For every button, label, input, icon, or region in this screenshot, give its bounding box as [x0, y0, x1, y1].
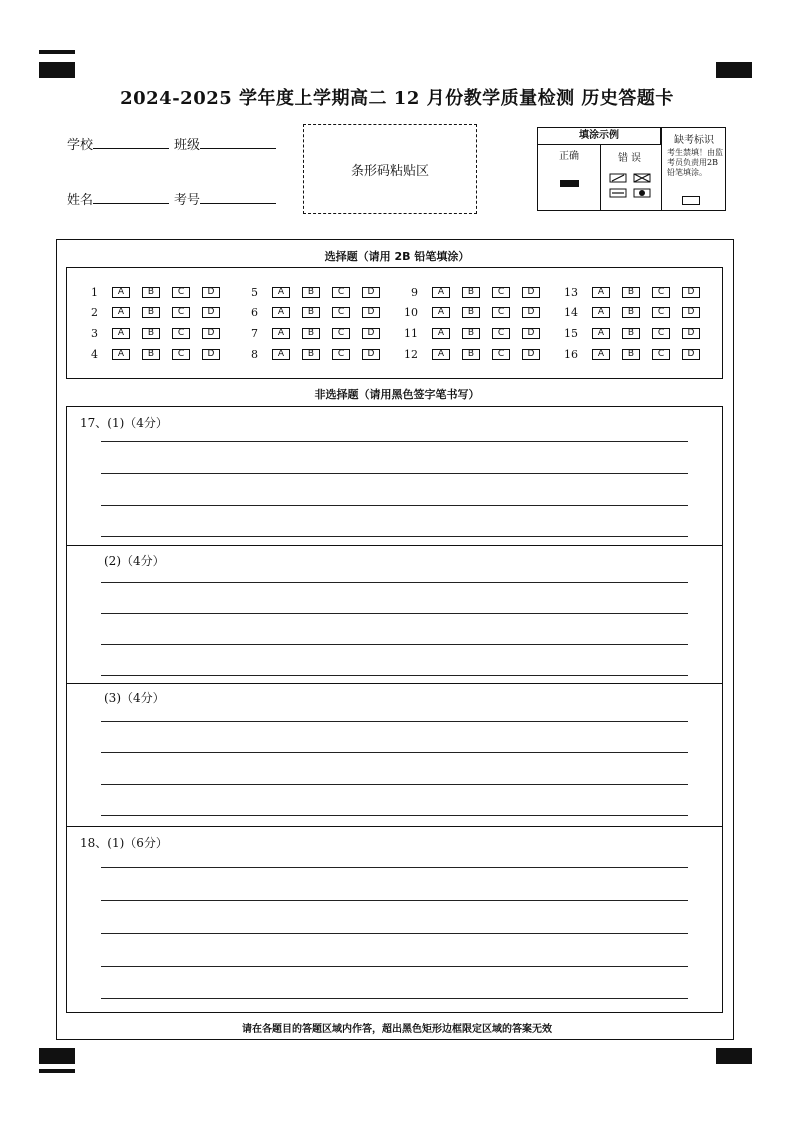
mcq-option-bubble[interactable]: A [592, 307, 610, 318]
mcq-option-bubble[interactable]: B [142, 349, 160, 360]
mcq-option-bubble[interactable]: A [592, 328, 610, 339]
mcq-option-bubble[interactable]: A [112, 307, 130, 318]
answer-line[interactable] [101, 721, 688, 722]
mcq-option-bubble[interactable]: D [202, 287, 220, 298]
mcq-option-bubble[interactable]: B [622, 307, 640, 318]
fill-legend [537, 127, 726, 211]
class-field[interactable] [200, 148, 276, 149]
mcq-option-bubble[interactable]: A [432, 349, 450, 360]
barcode-label: 条形码粘贴区 [350, 163, 429, 179]
mcq-option-bubble[interactable]: D [362, 287, 380, 298]
absent-title: 缺考标识 [674, 135, 714, 146]
mcq-option-bubble[interactable]: B [462, 328, 480, 339]
answer-line[interactable] [101, 933, 688, 934]
mcq-option-bubble[interactable]: A [272, 287, 290, 298]
mcq-option-bubble[interactable]: B [142, 287, 160, 298]
mcq-option-bubble[interactable]: D [522, 349, 540, 360]
mcq-option-bubble[interactable]: B [462, 307, 480, 318]
mcq-question-number: 12 [404, 348, 418, 361]
mcq-option-bubble[interactable]: D [202, 328, 220, 339]
mcq-option-bubble[interactable]: D [682, 328, 700, 339]
mcq-option-bubble[interactable]: B [142, 307, 160, 318]
mcq-option-bubble[interactable]: A [432, 287, 450, 298]
mcq-option-bubble[interactable]: D [362, 328, 380, 339]
mcq-option-bubble[interactable]: D [682, 307, 700, 318]
class-label: 班级 [174, 138, 201, 153]
school-label: 学校 [67, 138, 94, 153]
mcq-option-bubble[interactable]: A [272, 349, 290, 360]
mcq-option-bubble[interactable]: C [652, 328, 670, 339]
mcq-option-bubble[interactable]: D [362, 307, 380, 318]
mcq-option-bubble[interactable]: B [622, 349, 640, 360]
name-label: 姓名 [67, 193, 94, 208]
mcq-option-bubble[interactable]: C [652, 349, 670, 360]
question-18-1-box [66, 826, 723, 1013]
legend-wrong-samples [608, 172, 654, 202]
mcq-option-bubble[interactable]: D [202, 349, 220, 360]
mcq-question-number: 13 [564, 286, 578, 299]
answer-line[interactable] [101, 441, 688, 442]
mcq-option-bubble[interactable]: C [172, 328, 190, 339]
mcq-option-bubble[interactable]: C [172, 287, 190, 298]
mcq-option-bubble[interactable]: B [622, 287, 640, 298]
registration-mark-bottom-left [39, 1069, 75, 1073]
mcq-option-bubble[interactable]: A [112, 349, 130, 360]
mcq-question-number: 14 [564, 306, 578, 319]
exam-no-field[interactable] [200, 203, 276, 204]
mcq-heading: 选择题（请用 2B 铅笔填涂） [324, 250, 470, 263]
answer-line[interactable] [101, 644, 688, 645]
mcq-question-number: 5 [251, 286, 258, 299]
legend-correct-label: 正确 [559, 151, 579, 162]
answer-line[interactable] [101, 536, 688, 537]
registration-mark-top-right [716, 62, 752, 78]
registration-mark-top-left [39, 50, 75, 54]
mcq-option-bubble[interactable]: C [172, 349, 190, 360]
mcq-option-bubble[interactable]: D [522, 287, 540, 298]
mcq-option-bubble[interactable]: C [332, 328, 350, 339]
answer-line[interactable] [101, 675, 688, 676]
written-heading: 非选择题（请用黑色签字笔书写） [314, 388, 480, 401]
mcq-question-number: 10 [404, 306, 418, 319]
page-title: 2024-2025 学年度上学期高二 12 月份教学质量检测 历史答题卡 [120, 88, 674, 109]
answer-line[interactable] [101, 815, 688, 816]
answer-line[interactable] [101, 505, 688, 506]
mcq-option-bubble[interactable]: D [682, 349, 700, 360]
mcq-option-bubble[interactable]: C [492, 349, 510, 360]
mcq-question-number: 16 [564, 348, 578, 361]
mcq-option-bubble[interactable]: A [592, 287, 610, 298]
name-field[interactable] [93, 203, 169, 204]
answer-line[interactable] [101, 867, 688, 868]
mcq-option-bubble[interactable]: A [432, 307, 450, 318]
mcq-option-bubble[interactable]: D [362, 349, 380, 360]
mcq-option-bubble[interactable]: B [302, 307, 320, 318]
mcq-option-bubble[interactable]: C [172, 307, 190, 318]
question-17-3-label: (3)（4分） [104, 691, 165, 705]
barcode-area [303, 124, 477, 214]
legend-title: 填涂示例 [538, 128, 661, 145]
exam-no-label: 考号 [174, 193, 201, 208]
mcq-option-bubble[interactable]: C [492, 328, 510, 339]
mcq-question-number: 7 [251, 327, 258, 340]
legend-wrong-label: 错误 [618, 153, 644, 164]
mcq-option-bubble[interactable]: A [432, 328, 450, 339]
registration-mark-bottom-right [716, 1048, 752, 1064]
absent-checkbox[interactable] [682, 196, 700, 205]
mcq-question-number: 2 [91, 306, 98, 319]
mcq-option-bubble[interactable]: C [652, 307, 670, 318]
question-17-2-label: (2)（4分） [104, 554, 165, 568]
mcq-question-number: 4 [91, 348, 98, 361]
mcq-option-bubble[interactable]: C [492, 307, 510, 318]
legend-divider [661, 128, 662, 210]
mcq-section [66, 267, 723, 379]
mcq-option-bubble[interactable]: B [302, 349, 320, 360]
mcq-option-bubble[interactable]: C [332, 287, 350, 298]
wrong-fill-icon [608, 172, 654, 202]
mcq-option-bubble[interactable]: C [652, 287, 670, 298]
mcq-option-bubble[interactable]: B [462, 349, 480, 360]
mcq-option-bubble[interactable]: C [332, 307, 350, 318]
mcq-option-bubble[interactable]: B [302, 328, 320, 339]
mcq-option-bubble[interactable]: B [142, 328, 160, 339]
mcq-option-bubble[interactable]: C [332, 349, 350, 360]
mcq-question-number: 6 [251, 306, 258, 319]
answer-line[interactable] [101, 998, 688, 999]
registration-mark-top-left [39, 62, 75, 78]
answer-line[interactable] [101, 473, 688, 474]
mcq-question-number: 11 [404, 327, 418, 340]
legend-correct-sample [560, 180, 579, 187]
footer-note: 请在各题目的答题区域内作答，超出黑色矩形边框限定区域的答案无效 [242, 1024, 552, 1035]
answer-line[interactable] [101, 784, 688, 785]
mcq-option-bubble[interactable]: A [112, 287, 130, 298]
mcq-option-bubble[interactable]: B [462, 287, 480, 298]
mcq-option-bubble[interactable]: B [622, 328, 640, 339]
mcq-option-bubble[interactable]: D [522, 328, 540, 339]
question-18-1-label: 18、(1)（6分） [80, 836, 168, 850]
mcq-question-number: 1 [91, 286, 98, 299]
mcq-question-number: 15 [564, 327, 578, 340]
mcq-option-bubble[interactable]: D [202, 307, 220, 318]
answer-line[interactable] [101, 582, 688, 583]
mcq-question-number: 9 [411, 286, 418, 299]
mcq-option-bubble[interactable]: C [492, 287, 510, 298]
mcq-option-bubble[interactable]: A [272, 328, 290, 339]
school-field[interactable] [93, 148, 169, 149]
registration-mark-bottom-left [39, 1048, 75, 1064]
answer-line[interactable] [101, 966, 688, 967]
mcq-option-bubble[interactable]: D [522, 307, 540, 318]
mcq-question-number: 3 [91, 327, 98, 340]
mcq-option-bubble[interactable]: B [302, 287, 320, 298]
mcq-option-bubble[interactable]: A [112, 328, 130, 339]
answer-line[interactable] [101, 752, 688, 753]
answer-line[interactable] [101, 900, 688, 901]
mcq-question-number: 8 [251, 348, 258, 361]
answer-line[interactable] [101, 613, 688, 614]
question-17-1-label: 17、(1)（4分） [80, 416, 168, 430]
mcq-option-bubble[interactable]: A [272, 307, 290, 318]
mcq-option-bubble[interactable]: A [592, 349, 610, 360]
absent-note: 考生禁填！由监考员负责用2B铅笔填涂。 [667, 148, 723, 177]
mcq-option-bubble[interactable]: D [682, 287, 700, 298]
